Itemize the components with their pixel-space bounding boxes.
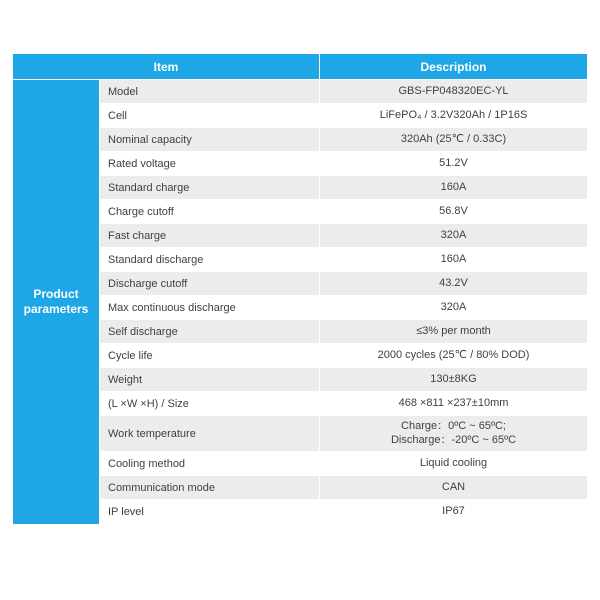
spec-row-value: 130±8KG: [320, 368, 587, 392]
spec-row-value: 56.8V: [320, 200, 587, 224]
spec-row-label: Cell: [100, 104, 320, 128]
spec-row-label: Weight: [100, 368, 320, 392]
spec-row-value: CAN: [320, 476, 587, 500]
spec-row-label: Discharge cutoff: [100, 272, 320, 296]
spec-row-value: 43.2V: [320, 272, 587, 296]
spec-row-label: Work temperature: [100, 416, 320, 452]
spec-row-label: Rated voltage: [100, 152, 320, 176]
spec-row-value: 320A: [320, 296, 587, 320]
spec-row-value: ≤3% per month: [320, 320, 587, 344]
spec-row-label: Fast charge: [100, 224, 320, 248]
spec-row-value: 160A: [320, 176, 587, 200]
spec-row-label: (L ×W ×H) / Size: [100, 392, 320, 416]
spec-row-label: Nominal capacity: [100, 128, 320, 152]
spec-row-value: 468 ×811 ×237±10mm: [320, 392, 587, 416]
spec-row-label: Cycle life: [100, 344, 320, 368]
spec-row-label: Communication mode: [100, 476, 320, 500]
spec-row-label: IP level: [100, 500, 320, 524]
spec-row-value: 51.2V: [320, 152, 587, 176]
product-spec-table: [13, 54, 587, 536]
spec-row-label: Max continuous discharge: [100, 296, 320, 320]
group-label-product-parameters: Product parameters: [13, 80, 100, 524]
spec-row-value: IP67: [320, 500, 587, 524]
spec-row-value: 320Ah (25℃ / 0.33C): [320, 128, 587, 152]
spec-row-value: LiFePO₄ / 3.2V320Ah / 1P16S: [320, 104, 587, 128]
spec-row-value: Liquid cooling: [320, 452, 587, 476]
spec-row-label: Self discharge: [100, 320, 320, 344]
header-description: Description: [320, 54, 587, 80]
spec-row-label: Standard discharge: [100, 248, 320, 272]
spec-row-value: GBS-FP048320EC-YL: [320, 80, 587, 104]
spec-row-label: Charge cutoff: [100, 200, 320, 224]
spec-row-label: Model: [100, 80, 320, 104]
spec-row-value: 2000 cycles (25℃ / 80% DOD): [320, 344, 587, 368]
spec-row-label: Cooling method: [100, 452, 320, 476]
spec-row-value: 320A: [320, 224, 587, 248]
header-item: Item: [13, 54, 320, 80]
spec-row-value: Charge：0ºC ~ 65ºC; Discharge：-20ºC ~ 65ºC: [320, 416, 587, 452]
spec-row-label: Standard charge: [100, 176, 320, 200]
spec-row-value: 160A: [320, 248, 587, 272]
